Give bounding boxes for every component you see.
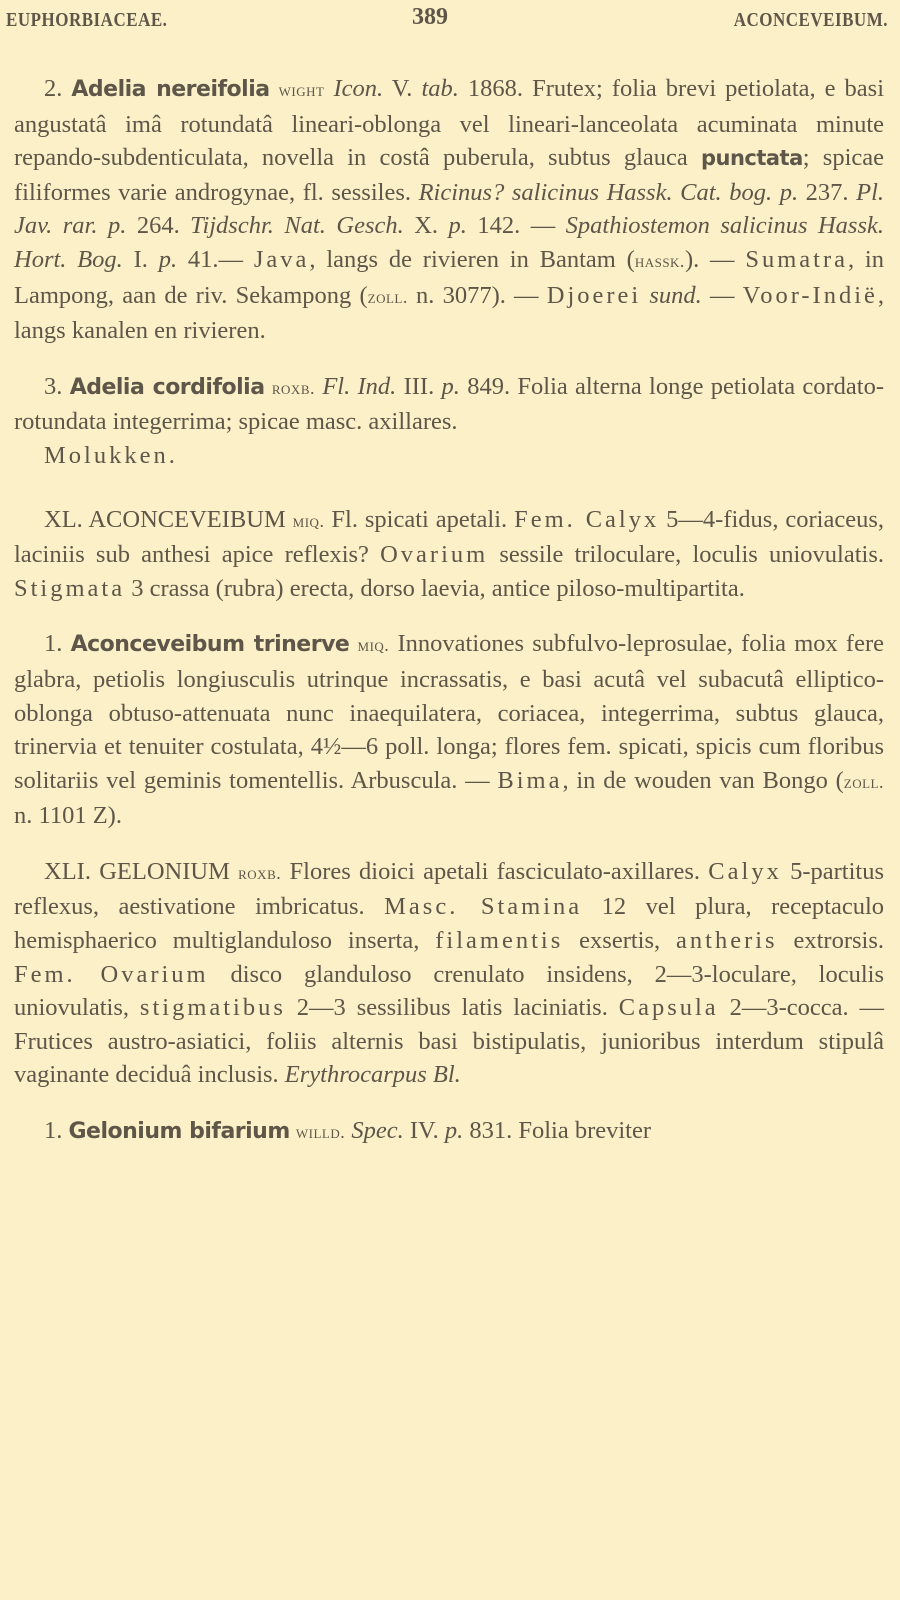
page-body	[14, 72, 884, 1150]
genus-description: 5—4-fidus, coriaceus, laciniis sub anthesi apice reflexis?	[14, 505, 885, 569]
spaced-term: Masc. Stamina	[384, 893, 583, 921]
locality-line	[44, 439, 884, 473]
genus-description: exsertis,	[563, 927, 677, 955]
synonym-page: 237.	[798, 178, 857, 206]
species-number: 2.	[44, 75, 63, 102]
collector: sund.	[641, 281, 702, 309]
synonym-volume: X.	[403, 212, 449, 240]
page-abbrev: p.	[444, 1117, 464, 1145]
genus-entry-gelonium	[14, 855, 884, 1092]
genus-heading: XL. ACONCEVEIBUM	[44, 505, 286, 533]
collection-number: n. 1101 Z).	[14, 802, 122, 830]
genus-author: roxb.	[238, 862, 282, 883]
genus-description: Flores dioici apetali fasciculato-axillares.	[281, 857, 709, 885]
reference-title: Fl. Ind.	[322, 372, 397, 400]
species-entry-gelonium-bifarium	[14, 1114, 884, 1150]
genus-author: miq.	[292, 510, 325, 531]
description-text: Innovationes subfulvo-leprosulae, folia mox fere glabra, petiolis longiusculis utrinque incrassatis, e basi acutâ vel subacutâ elliptico-oblonga obtuso-attenuata nunc inaequilatera, coriacea, integerrima, subtus glauca, trinervia et tenuiter costulata, 4½—6 poll. longa; flores fem. spicati, spicis cum floribus solitariis vel geminis tomentellis. Arbuscula. —	[14, 630, 885, 794]
locality-island: Bima	[497, 766, 563, 794]
genus-description: sessile triloculare, loculis uniovulatis.	[488, 541, 884, 569]
species-entry-aconceveibum-trinerve	[14, 627, 884, 833]
genus-description: disco glanduloso crenulato insidens, 2—3-loculare, loculis uniovulatis,	[14, 960, 884, 1022]
genus-description: 2—3-cocca. — Frutices austro-asiatici, foliis alternis basi bistipulatis, junioribus interdum stipulâ vaginante deciduâ inclusis.	[14, 994, 884, 1089]
page-abbrev: p.	[158, 245, 178, 273]
collection-number: n. 3077). —	[407, 281, 547, 309]
species-name: Adelia nereifolia	[71, 77, 270, 102]
spaced-term: stigmatibus	[139, 994, 286, 1022]
spaced-term: Fem. Ovarium	[14, 960, 209, 988]
species-author: miq.	[357, 635, 390, 656]
locality-text: , langs de rivieren in Bantam (	[309, 245, 635, 273]
reference-title: Icon.	[333, 75, 384, 102]
locality-region: Voor-Indië	[742, 281, 878, 309]
locality-island: Java	[253, 245, 310, 273]
description-text: ; spicae filiformes varie androgynae, fl. sessiles.	[14, 144, 884, 206]
reference-italic: tab.	[421, 75, 459, 102]
species-author: wight	[278, 80, 325, 100]
genus-description: 12 vel plura, receptaculo hemisphaerico multiglanduloso inserta,	[14, 893, 885, 955]
synonym-volume: I.	[122, 245, 159, 273]
header-genus: ACONCEVEIBUM.	[733, 8, 888, 31]
locality-island: Djoerei	[546, 281, 642, 309]
genus-description: extrorsis.	[777, 927, 884, 955]
running-header	[0, 4, 900, 36]
locality-island: Sumatra	[745, 245, 848, 273]
description-text: 1868. Frutex; folia brevi petiolata, e basi angustatâ imâ rotundatâ lineari-oblonga vel lineari-lanceolata acuminata minute repando-subdenticulata, novella in costâ puberula, subtus glauca	[14, 75, 885, 172]
locality-text: , langs kanalen en rivieren.	[14, 281, 884, 345]
genus-description: 2—3 sessilibus latis laciniatis.	[285, 994, 619, 1022]
emphasis-word: punctata	[700, 146, 803, 171]
species-number: 1.	[44, 630, 63, 658]
spaced-term: Capsula	[618, 994, 719, 1022]
genus-heading: XLI. GELONIUM	[44, 857, 230, 885]
species-name: Adelia cordifolia	[69, 374, 265, 400]
locality-text: ). —	[684, 245, 746, 273]
species-author: willd.	[295, 1122, 346, 1143]
reference-volume: III.	[396, 372, 442, 400]
synonym: Tijdschr. Nat. Gesch.	[190, 212, 404, 240]
spaced-term: Stigmata	[14, 574, 126, 602]
spaced-term: antheris	[676, 927, 778, 955]
spaced-term: Ovarium	[380, 541, 489, 569]
spaced-term: Fem. Calyx	[514, 505, 660, 533]
spaced-term: Calyx	[708, 857, 782, 885]
collector: zoll.	[367, 286, 408, 307]
locality-text: , in de wouden van Bongo (	[562, 766, 844, 794]
reference-volume: IV.	[403, 1117, 445, 1145]
description-text: 849. Folia alterna longe petiolata cordato-rotundata integerrima; spicae masc. axillares.	[14, 372, 885, 436]
locality-island: Molukken.	[44, 441, 178, 469]
species-author: roxb.	[271, 377, 315, 398]
reference-text: V.	[383, 75, 422, 102]
locality-text: , in Lampong, aan de riv. Sekampong (	[14, 245, 884, 309]
species-name: Gelonium bifarium	[68, 1119, 290, 1145]
collector: hassk.	[634, 250, 685, 271]
synonym: Spathiostemon salicinus Hassk. Hort. Bog.	[14, 212, 884, 273]
species-number: 3.	[44, 372, 63, 400]
description-text: 831. Folia breviter	[463, 1117, 652, 1145]
synonym: Pl. Jav. rar. p.	[14, 178, 885, 240]
genus-synonym: Erythrocarpus Bl.	[284, 1061, 461, 1089]
page-abbrev: p.	[448, 212, 467, 240]
synonym: Ricinus? salicinus Hassk. Cat. bog. p.	[418, 178, 799, 206]
spaced-term: filamentis	[435, 927, 564, 955]
species-name: Aconceveibum trinerve	[70, 632, 350, 658]
synonym-page: 142. —	[466, 212, 566, 240]
synonym-page: 264.	[126, 212, 191, 240]
species-entry-adelia-nereifolia	[14, 72, 884, 348]
synonym-page: 41.—	[177, 245, 254, 273]
reference-title: Spec.	[351, 1117, 404, 1145]
genus-description: 5-partitus reflexus, aestivatione imbricatus.	[14, 857, 884, 921]
separator: —	[701, 281, 743, 309]
genus-description: 3 crassa (rubra) erecta, dorso laevia, antice piloso-multipartita.	[125, 574, 745, 602]
species-number: 1.	[44, 1117, 63, 1145]
genus-description: Fl. spicati apetali.	[324, 505, 515, 533]
genus-entry-aconceveibum	[14, 503, 884, 606]
collector: zoll.	[843, 771, 884, 792]
page-number: 389	[412, 4, 448, 30]
species-entry-adelia-cordifolia	[14, 370, 884, 439]
header-family: EUPHORBIACEAE.	[6, 8, 168, 31]
page-abbrev: p.	[441, 372, 460, 400]
